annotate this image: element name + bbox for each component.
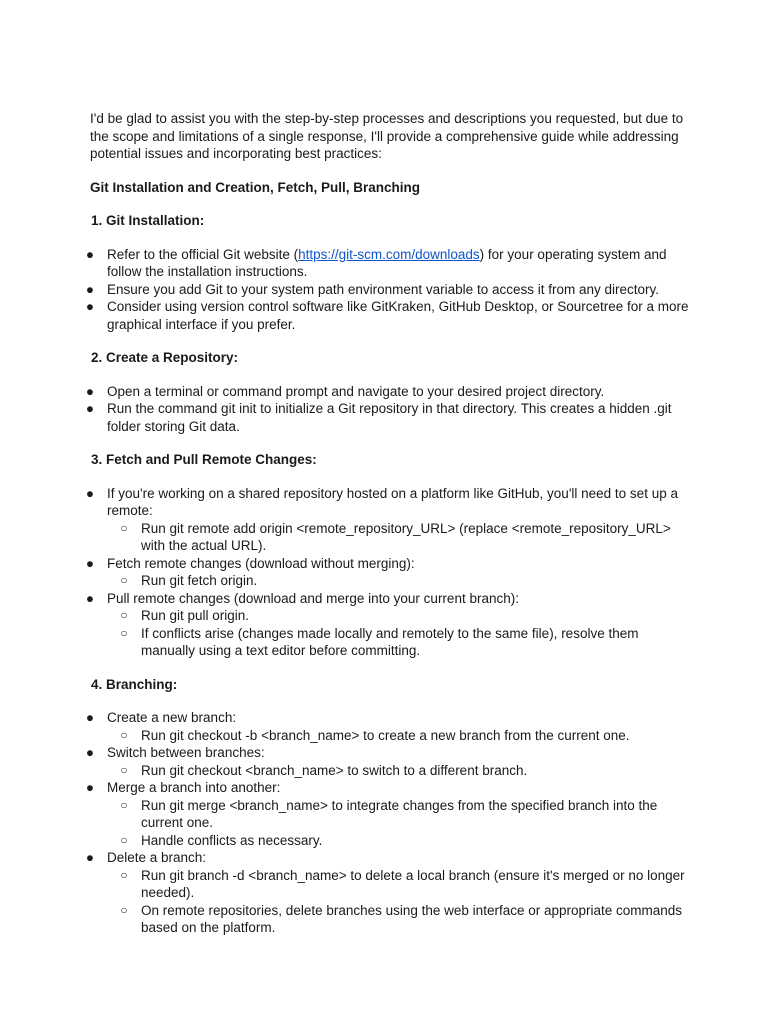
list-item-text: Fetch remote changes (download without merging): bbox=[107, 555, 415, 571]
list-item bbox=[85, 590, 690, 660]
bullet-circle: ○ bbox=[120, 520, 128, 535]
bullet-disc: ● bbox=[85, 401, 95, 416]
list-item bbox=[85, 383, 690, 401]
document-title: Git Installation and Creation, Fetch, Pull, Branching bbox=[90, 179, 421, 195]
sub-list-item-text: Handle conflicts as necessary. bbox=[141, 832, 323, 848]
bullet-circle: ○ bbox=[120, 625, 128, 640]
sub-list bbox=[107, 727, 690, 745]
sub-list-item-text: On remote repositories, delete branches using the web interface or appropriate commands based on the platform. bbox=[141, 902, 683, 935]
sub-list-item bbox=[120, 520, 690, 555]
bullet-disc: ● bbox=[85, 710, 95, 725]
sub-list-item bbox=[120, 625, 690, 660]
list-item-text: Consider using version control software like GitKraken, GitHub Desktop, or Sourcetree for a more graphical interface if you prefer. bbox=[107, 299, 689, 332]
bullet-circle: ○ bbox=[120, 902, 128, 917]
bullet-disc: ● bbox=[85, 590, 95, 606]
installation-list bbox=[85, 246, 690, 334]
list-item-text: Open a terminal or command prompt and navigate to your desired project directory. bbox=[107, 383, 605, 399]
sub-list-item bbox=[120, 572, 690, 590]
intro-paragraph: I'd be glad to assist you with the step-by-step processes and descriptions you requested, but due to the scope and limitations of a single response, I'll provide a comprehensive guide while addressing potential issues and incorporating best practices: bbox=[90, 111, 684, 161]
bullet-disc: ● bbox=[85, 281, 95, 297]
bullet-circle: ○ bbox=[120, 832, 128, 847]
bullet-circle: ○ bbox=[120, 867, 128, 882]
list-item bbox=[85, 298, 690, 333]
list-item bbox=[85, 779, 690, 849]
list-item-text: Run the command git init to initialize a Git repository in that directory. This creates a hidden .git folder storing Git data. bbox=[107, 401, 672, 434]
branching-list bbox=[85, 709, 690, 937]
list-item bbox=[85, 744, 690, 779]
list-item-text: Refer to the official Git website ( bbox=[107, 246, 299, 262]
bullet-circle: ○ bbox=[120, 797, 128, 812]
list-item-text: Switch between branches: bbox=[107, 745, 265, 760]
bullet-disc: ● bbox=[85, 485, 95, 501]
bullet-disc: ● bbox=[85, 850, 95, 865]
sub-list-item bbox=[120, 607, 690, 625]
sub-list bbox=[107, 607, 690, 660]
section-heading-repository: 2. Create a Repository: bbox=[91, 350, 239, 365]
sub-list-item bbox=[120, 727, 690, 745]
list-item-text: Ensure you add Git to your system path environment variable to access it from any directory. bbox=[107, 281, 659, 297]
sub-list-item-text: Run git checkout -b <branch_name> to create a new branch from the current one. bbox=[141, 727, 630, 743]
sub-list bbox=[107, 520, 690, 555]
git-downloads-link[interactable]: https://git-scm.com/downloads bbox=[298, 246, 480, 262]
bullet-disc: ● bbox=[85, 555, 95, 571]
fetch-pull-list bbox=[85, 485, 690, 660]
bullet-disc: ● bbox=[85, 246, 95, 262]
list-item bbox=[85, 246, 690, 281]
list-item-text: Merge a branch into another: bbox=[107, 780, 281, 795]
sub-list-item-text: Run git branch -d <branch_name> to delete a local branch (ensure it's merged or no longer needed). bbox=[141, 867, 685, 900]
bullet-disc: ● bbox=[85, 383, 95, 399]
sub-list-item bbox=[120, 867, 690, 902]
bullet-disc: ● bbox=[85, 299, 95, 314]
sub-list-item bbox=[120, 832, 690, 850]
bullet-disc: ● bbox=[85, 780, 95, 795]
sub-list bbox=[107, 797, 690, 850]
list-item-text: ) for your operating system and follow the installation instructions. bbox=[107, 246, 667, 279]
list-item bbox=[85, 281, 690, 299]
list-item-text: Pull remote changes (download and merge into your current branch): bbox=[107, 590, 519, 606]
sub-list bbox=[107, 867, 690, 937]
sub-list-item bbox=[120, 762, 690, 780]
sub-list bbox=[107, 572, 690, 590]
sub-list-item-text: Run git pull origin. bbox=[141, 608, 250, 623]
list-item-text: Delete a branch: bbox=[107, 850, 207, 865]
sub-list bbox=[107, 762, 690, 780]
bullet-circle: ○ bbox=[120, 727, 128, 742]
bullet-circle: ○ bbox=[120, 573, 128, 587]
sub-list-item bbox=[120, 902, 690, 937]
list-item bbox=[85, 485, 690, 555]
section-heading-branching: 4. Branching: bbox=[91, 676, 178, 692]
list-item bbox=[85, 555, 690, 590]
list-item bbox=[85, 849, 690, 937]
bullet-circle: ○ bbox=[120, 762, 128, 777]
list-item-text: If you're working on a shared repository hosted on a platform like GitHub, you'll need to set up a remote: bbox=[107, 485, 678, 518]
bullet-circle: ○ bbox=[120, 608, 128, 622]
section-heading-fetch-pull: 3. Fetch and Pull Remote Changes: bbox=[91, 452, 317, 467]
list-item bbox=[85, 709, 690, 744]
sub-list-item-text: Run git merge <branch_name> to integrate changes from the specified branch into the current one. bbox=[141, 797, 658, 830]
bullet-disc: ● bbox=[85, 745, 95, 760]
list-item-text: Create a new branch: bbox=[107, 710, 237, 725]
sub-list-item-text: If conflicts arise (changes made locally and remotely to the same file), resolve them manually using a text editor before committing. bbox=[141, 625, 639, 658]
sub-list-item-text: Run git fetch origin. bbox=[141, 573, 258, 588]
repository-list bbox=[85, 383, 690, 436]
sub-list-item-text: Run git remote add origin <remote_repository_URL> (replace <remote_repository_URL> with the actual URL). bbox=[141, 520, 671, 553]
sub-list-item-text: Run git checkout <branch_name> to switch to a different branch. bbox=[141, 762, 528, 778]
document-body bbox=[85, 110, 690, 953]
list-item bbox=[85, 400, 690, 435]
sub-list-item bbox=[120, 797, 690, 832]
section-heading-installation: 1. Git Installation: bbox=[91, 213, 205, 228]
